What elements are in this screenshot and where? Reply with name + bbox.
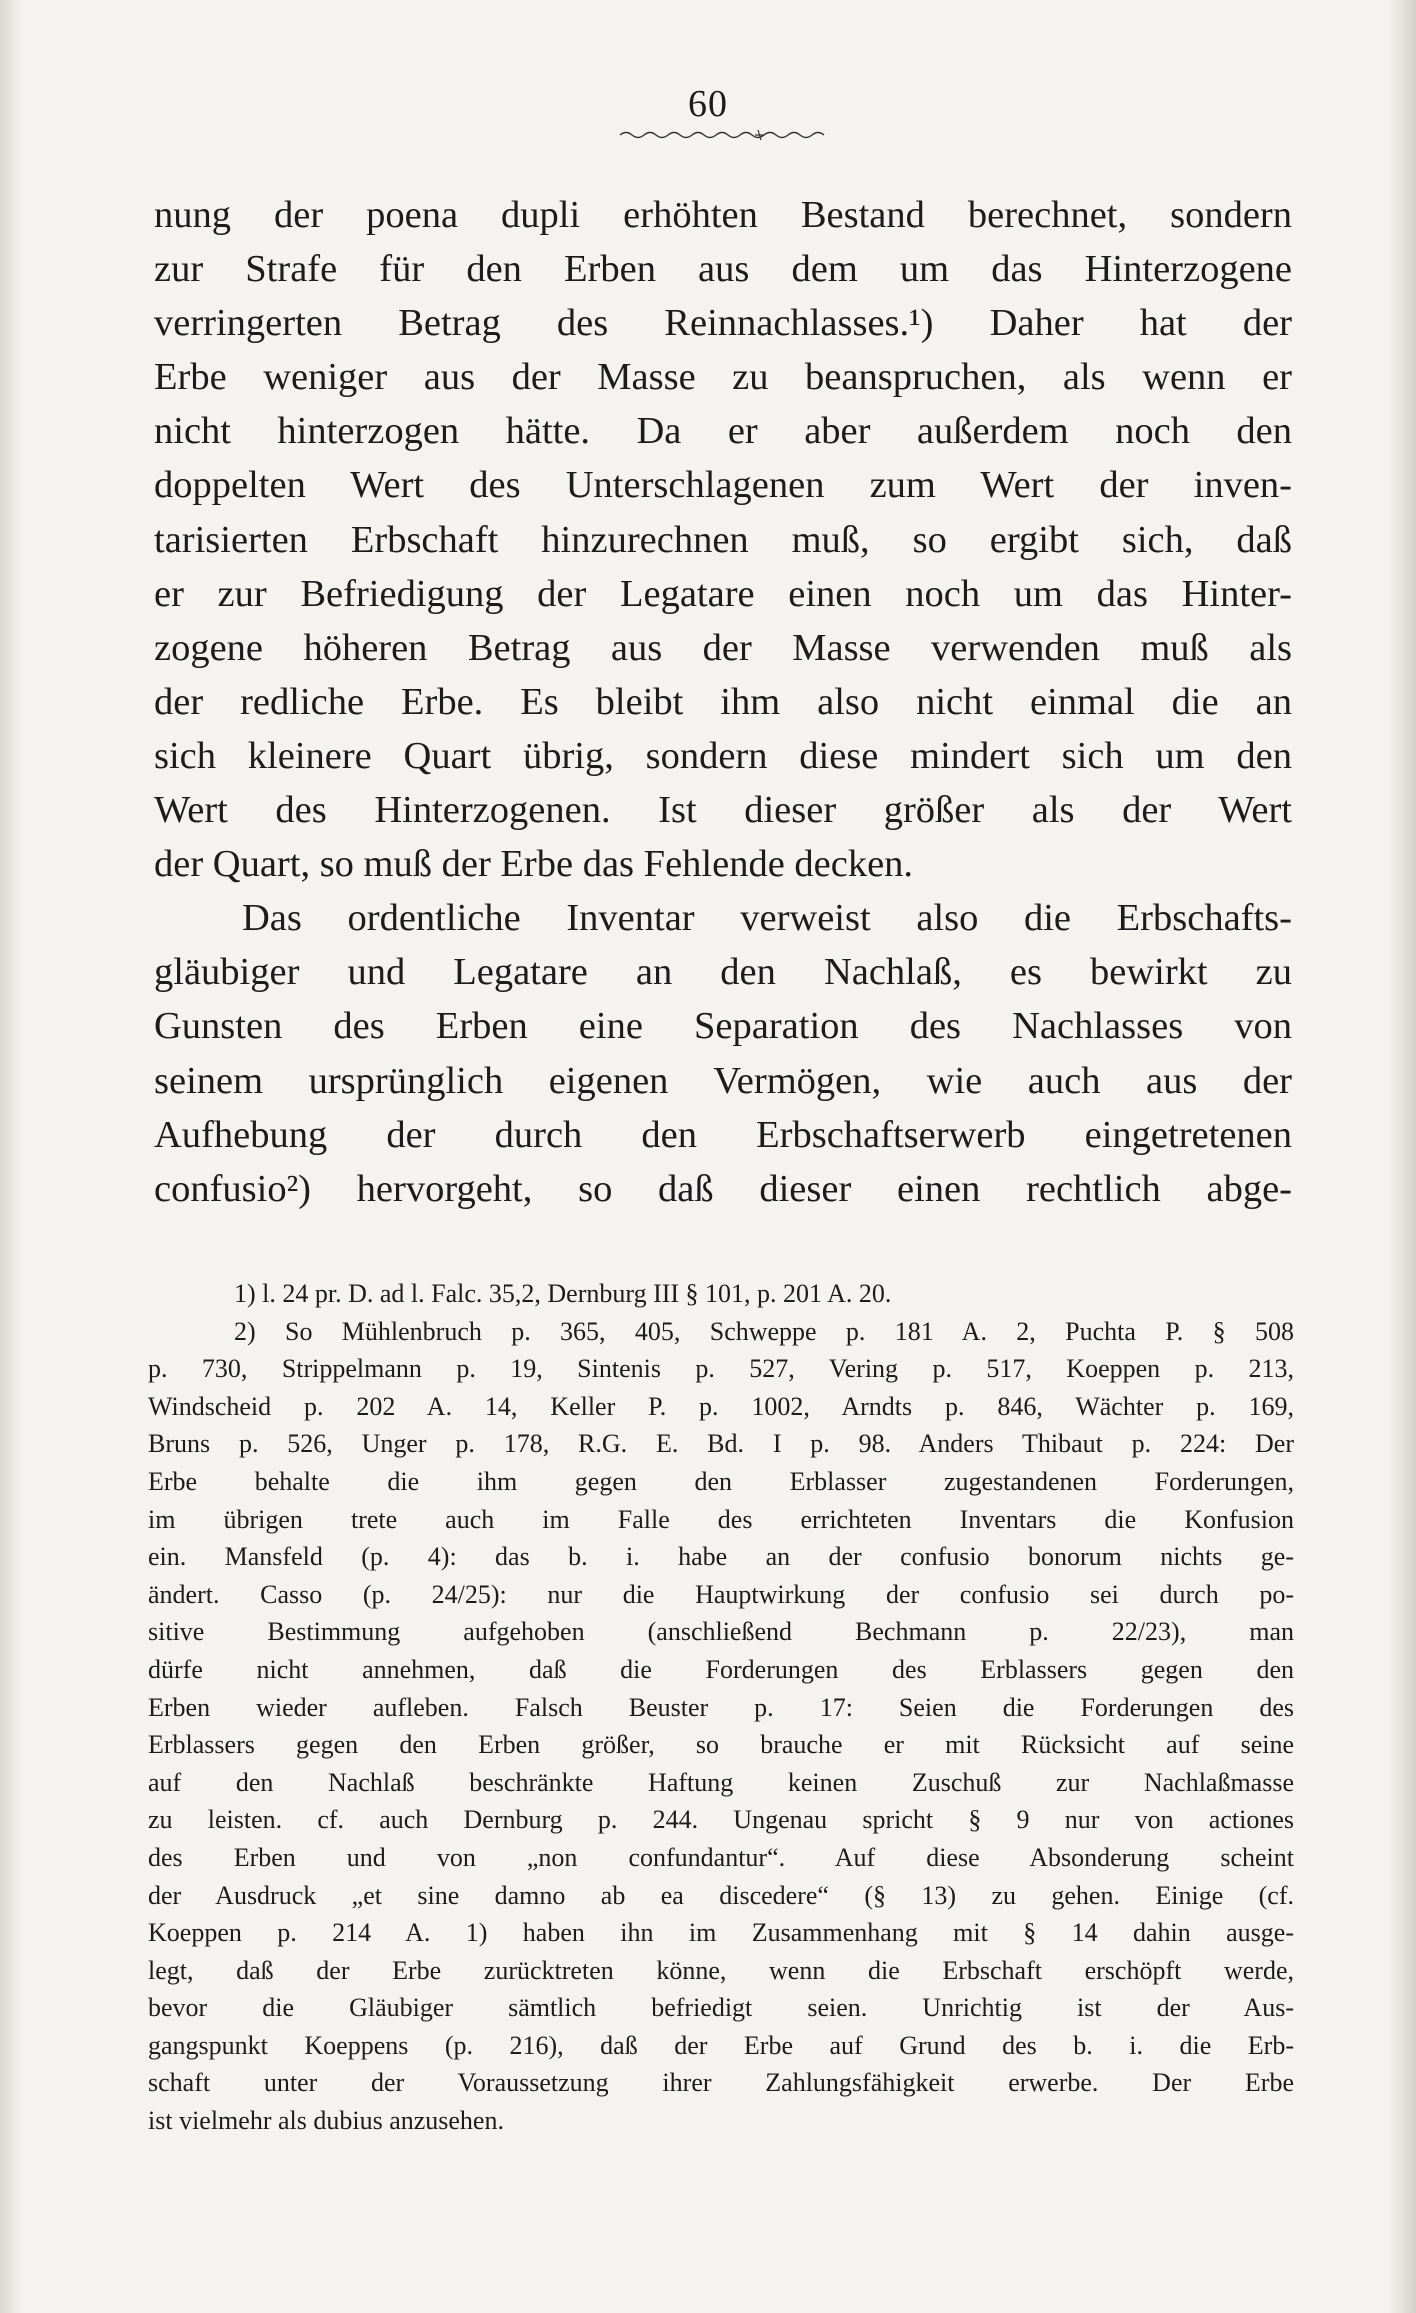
body-line: seinem ursprünglich eigenen Vermögen, wie auch aus der bbox=[154, 1059, 1292, 1102]
body-line: zur Strafe für den Erben aus dem um das Hinterzogene bbox=[154, 248, 1292, 291]
body-line: Erbe weniger aus der Masse zu beanspruchen, als wenn er bbox=[154, 356, 1292, 399]
body-line: Gunsten des Erben eine Separation des Nachlasses von bbox=[154, 1005, 1292, 1048]
body-line: der redliche Erbe. Es bleibt ihm also nicht einmal die an bbox=[154, 680, 1292, 723]
body-line: Aufhebung der durch den Erbschaftserwerb eingetretenen bbox=[154, 1113, 1292, 1156]
page-number-ornament bbox=[618, 128, 828, 142]
body-line: doppelten Wert des Unterschlagenen zum Wert der inven- bbox=[154, 464, 1292, 507]
footnote-line: dürfe nicht annehmen, daß die Forderungen des Erblassers gegen den bbox=[148, 1654, 1294, 1684]
left-page-edge bbox=[0, 0, 22, 2313]
footnote-line: Erblassers gegen den Erben größer, so brauche er mit Rücksicht auf seine bbox=[148, 1730, 1294, 1760]
footnotes bbox=[148, 1275, 1294, 2140]
body-line: tarisierten Erbschaft hinzurechnen muß, so ergibt sich, daß bbox=[154, 518, 1292, 561]
footnote-line: Bruns p. 526, Unger p. 178, R.G. E. Bd. I p. 98. Anders Thibaut p. 224: Der bbox=[148, 1429, 1294, 1459]
footnote-line: Koeppen p. 214 A. 1) haben ihn im Zusammenhang mit § 14 dahin ausge- bbox=[148, 1918, 1294, 1948]
footnote-line: p. 730, Strippelmann p. 19, Sintenis p. 527, Vering p. 517, Koeppen p. 213, bbox=[148, 1354, 1294, 1384]
body-text bbox=[154, 188, 1292, 1216]
footnote-line: ist vielmehr als dubius anzusehen. bbox=[148, 2106, 504, 2136]
footnote-line: zu leisten. cf. auch Dernburg p. 244. Ungenau spricht § 9 nur von actiones bbox=[148, 1805, 1294, 1835]
body-line: gläubiger und Legatare an den Nachlaß, es bewirkt zu bbox=[154, 951, 1292, 994]
footnote-line: legt, daß der Erbe zurücktreten könne, wenn die Erbschaft erschöpft werde, bbox=[148, 1955, 1294, 1985]
footnote-line: Erben wieder aufleben. Falsch Beuster p. 17: Seien die Forderungen des bbox=[148, 1692, 1294, 1722]
body-line: Das ordentliche Inventar verweist also die Erbschafts- bbox=[242, 897, 1292, 940]
page-number: 60 bbox=[688, 83, 728, 125]
footnote-line: schaft unter der Voraussetzung ihrer Zahlungsfähigkeit erwerbe. Der Erbe bbox=[148, 2068, 1294, 2098]
body-line: nicht hinterzogen hätte. Da er aber außerdem noch den bbox=[154, 410, 1292, 453]
body-line: Wert des Hinterzogenen. Ist dieser größer als der Wert bbox=[154, 789, 1292, 832]
footnote-line: 2) So Mühlenbruch p. 365, 405, Schweppe p. 181 A. 2, Puchta P. § 508 bbox=[234, 1316, 1294, 1346]
body-line: sich kleinere Quart übrig, sondern diese mindert sich um den bbox=[154, 734, 1292, 777]
footnote-line: der Ausdruck „et sine damno ab ea discedere“ (§ 13) zu gehen. Einige (cf. bbox=[148, 1880, 1294, 1910]
body-line: der Quart, so muß der Erbe das Fehlende decken. bbox=[154, 843, 914, 886]
footnote-line: gangspunkt Koeppens (p. 216), daß der Erbe auf Grund des b. i. die Erb- bbox=[148, 2030, 1294, 2060]
body-line: confusio²) hervorgeht, so daß dieser einen rechtlich abge- bbox=[154, 1167, 1292, 1210]
footnote-line: im übrigen trete auch im Falle des errichteten Inventars die Konfusion bbox=[148, 1504, 1294, 1534]
footnote-line: Erbe behalte die ihm gegen den Erblasser zugestandenen Forderungen, bbox=[148, 1466, 1294, 1496]
body-line: verringerten Betrag des Reinnachlasses.¹) Daher hat der bbox=[154, 302, 1292, 345]
footnote-line: ein. Mansfeld (p. 4): das b. i. habe an der confusio bonorum nichts ge- bbox=[148, 1542, 1294, 1572]
footnote-line: sitive Bestimmung aufgehoben (anschließend Bechmann p. 22/23), man bbox=[148, 1617, 1294, 1647]
footnote-line: 1) l. 24 pr. D. ad l. Falc. 35,2, Dernburg III § 101, p. 201 A. 20. bbox=[234, 1279, 892, 1308]
footnote-line: auf den Nachlaß beschränkte Haftung keinen Zuschuß zur Nachlaßmasse bbox=[148, 1767, 1294, 1797]
footnote-line: bevor die Gläubiger sämtlich befriedigt seien. Unrichtig ist der Aus- bbox=[148, 1993, 1294, 2023]
right-page-edge bbox=[1388, 0, 1416, 2313]
body-line: zogene höheren Betrag aus der Masse verwenden muß als bbox=[154, 626, 1292, 669]
footnote-line: ändert. Casso (p. 24/25): nur die Hauptwirkung der confusio sei durch po- bbox=[148, 1579, 1294, 1609]
footnote-line: Windscheid p. 202 A. 14, Keller P. p. 1002, Arndts p. 846, Wächter p. 169, bbox=[148, 1391, 1294, 1421]
footnote-line: des Erben und von „non confundantur“. Auf diese Absonderung scheint bbox=[148, 1842, 1294, 1872]
body-line: nung der poena dupli erhöhten Bestand berechnet, sondern bbox=[154, 194, 1292, 236]
body-line: er zur Befriedigung der Legatare einen noch um das Hinter- bbox=[154, 572, 1292, 615]
